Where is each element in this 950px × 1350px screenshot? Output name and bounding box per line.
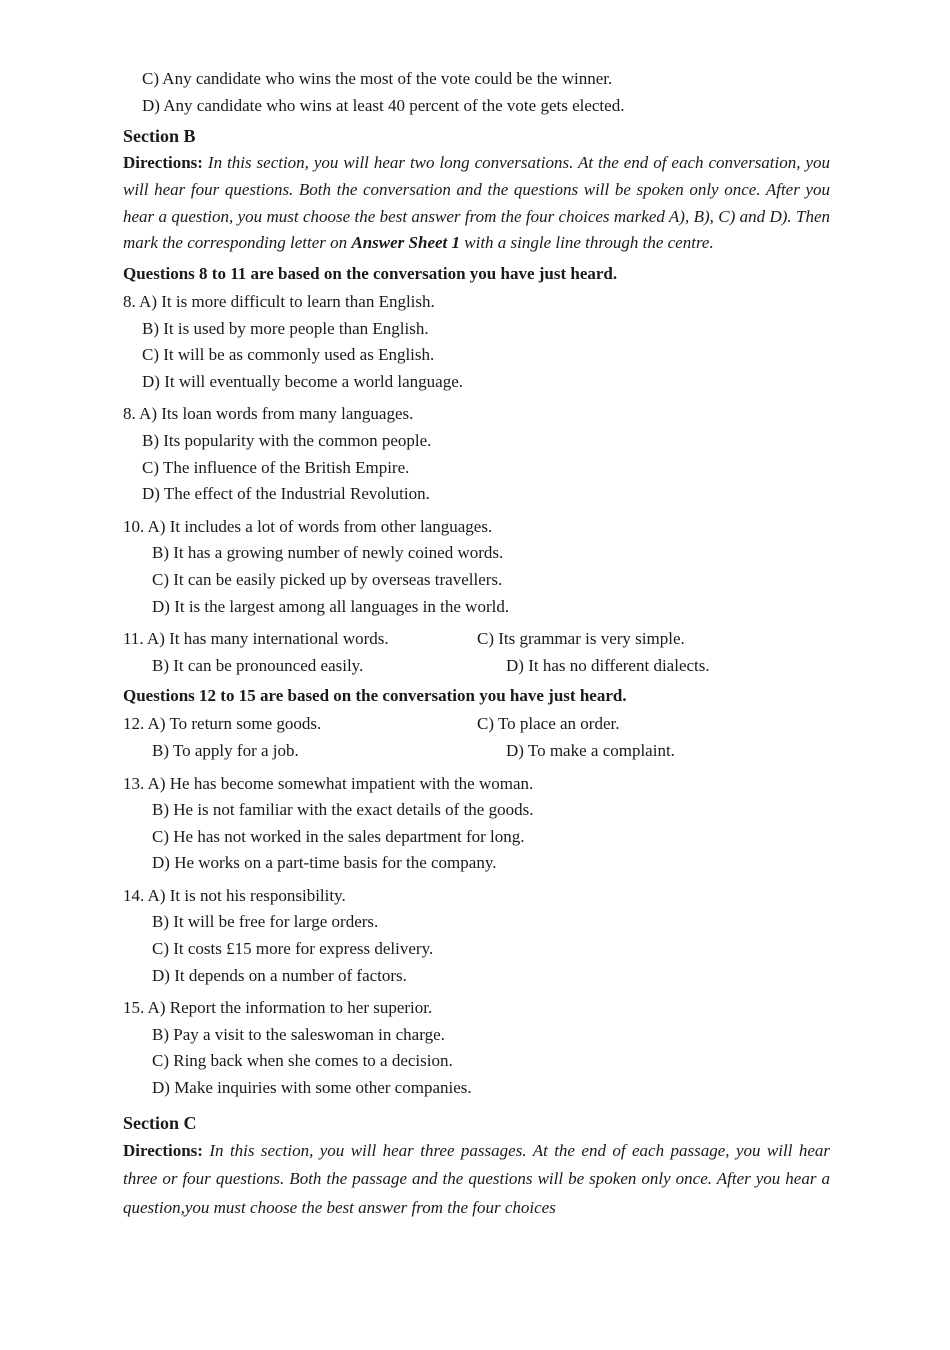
choice-b: B) To apply for a job. xyxy=(152,740,299,760)
choice-c: C) He has not worked in the sales department for long. xyxy=(152,826,525,846)
option-c: C) Any candidate who wins the most of the vote could be the winner. xyxy=(142,69,613,88)
question-10 xyxy=(123,514,830,620)
choice-d: D) Make inquiries with some other companies. xyxy=(152,1078,472,1098)
choice-d: D) It is the largest among all languages in the world. xyxy=(152,596,510,616)
choice-d: D) It depends on a number of factors. xyxy=(152,965,407,985)
choice-a: 12. A) To return some goods. xyxy=(123,714,322,734)
choice-d: D) To make a complaint. xyxy=(506,740,675,760)
section-c-directions xyxy=(123,1137,830,1223)
choice-b: B) It is used by more people than English. xyxy=(142,318,429,338)
choice-a: 13. A) He has become somewhat impatient with the woman. xyxy=(123,773,534,793)
choice-b: B) Its popularity with the common people. xyxy=(142,430,432,450)
choice-c: C) It will be as commonly used as English. xyxy=(142,345,435,365)
choice-c: C) It can be easily picked up by overseas travellers. xyxy=(152,569,503,589)
question-group-header-8-11: Questions 8 to 11 are based on the conversation you have just heard. xyxy=(123,264,618,283)
directions-text: In this section, you will hear three passages. At the end of each passage, you will hear three or four questions. Both the passage and the questions will be spoken only once. After you hear a question,you must choose the best answer from the four choices xyxy=(123,1140,831,1217)
choice-c: C) It costs £15 more for express delivery. xyxy=(152,939,434,959)
choice-c: C) To place an order. xyxy=(477,714,620,734)
answer-sheet-label: Answer Sheet 1 xyxy=(351,233,461,253)
section-b-directions xyxy=(123,150,830,257)
choice-a: 14. A) It is not his responsibility. xyxy=(123,885,346,905)
choice-c: C) The influence of the British Empire. xyxy=(142,457,410,477)
directions-text: In this section, you will hear two long conversations. At the end of each conversation, you will hear four questions. Both the conversation and the questions will be spoken only once. After you hear a question, you must choose the best answer from the four choices marked A), B), C) and D). Then mark the corresponding letter on xyxy=(123,153,831,253)
directions-label: Directions: xyxy=(123,1140,203,1160)
exam-page xyxy=(123,66,830,1222)
choice-b: B) It can be pronounced easily. xyxy=(152,655,364,675)
choice-b: B) It will be free for large orders. xyxy=(152,912,379,932)
section-c-title: Section C xyxy=(123,1112,197,1133)
question-12 xyxy=(123,711,830,764)
question-13 xyxy=(123,771,830,877)
choice-d: D) He works on a part-time basis for the company. xyxy=(152,853,497,873)
directions-label: Directions: xyxy=(123,153,203,173)
section-b-title: Section B xyxy=(123,126,196,147)
question-8b xyxy=(123,401,830,507)
choice-a: 8. A) Its loan words from many languages. xyxy=(123,404,414,424)
question-8a xyxy=(123,289,830,395)
choice-a: 8. A) It is more difficult to learn than English. xyxy=(123,292,435,311)
choice-d: D) It will eventually become a world language. xyxy=(142,371,463,391)
choice-a: 11. A) It has many international words. xyxy=(123,629,389,649)
choice-b: B) He is not familiar with the exact details of the goods. xyxy=(152,800,534,820)
choice-d: D) It has no different dialects. xyxy=(506,655,710,675)
choice-c: C) Ring back when she comes to a decision. xyxy=(152,1051,453,1071)
directions-tail: with a single line through the centre. xyxy=(464,233,714,253)
question-15 xyxy=(123,995,830,1101)
option-d: D) Any candidate who wins at least 40 percent of the vote gets elected. xyxy=(142,95,625,115)
choice-c: C) Its grammar is very simple. xyxy=(477,629,685,649)
question-group-header-12-15: Questions 12 to 15 are based on the conversation you have just heard. xyxy=(123,686,627,706)
choice-a: 10. A) It includes a lot of words from other languages. xyxy=(123,516,493,536)
choice-a: 15. A) Report the information to her superior. xyxy=(123,998,433,1018)
choice-b: B) Pay a visit to the saleswoman in charge. xyxy=(152,1024,445,1044)
question-11 xyxy=(123,626,830,679)
choice-b: B) It has a growing number of newly coined words. xyxy=(152,543,504,563)
choice-d: D) The effect of the Industrial Revolution. xyxy=(142,484,430,504)
question-14 xyxy=(123,883,830,989)
